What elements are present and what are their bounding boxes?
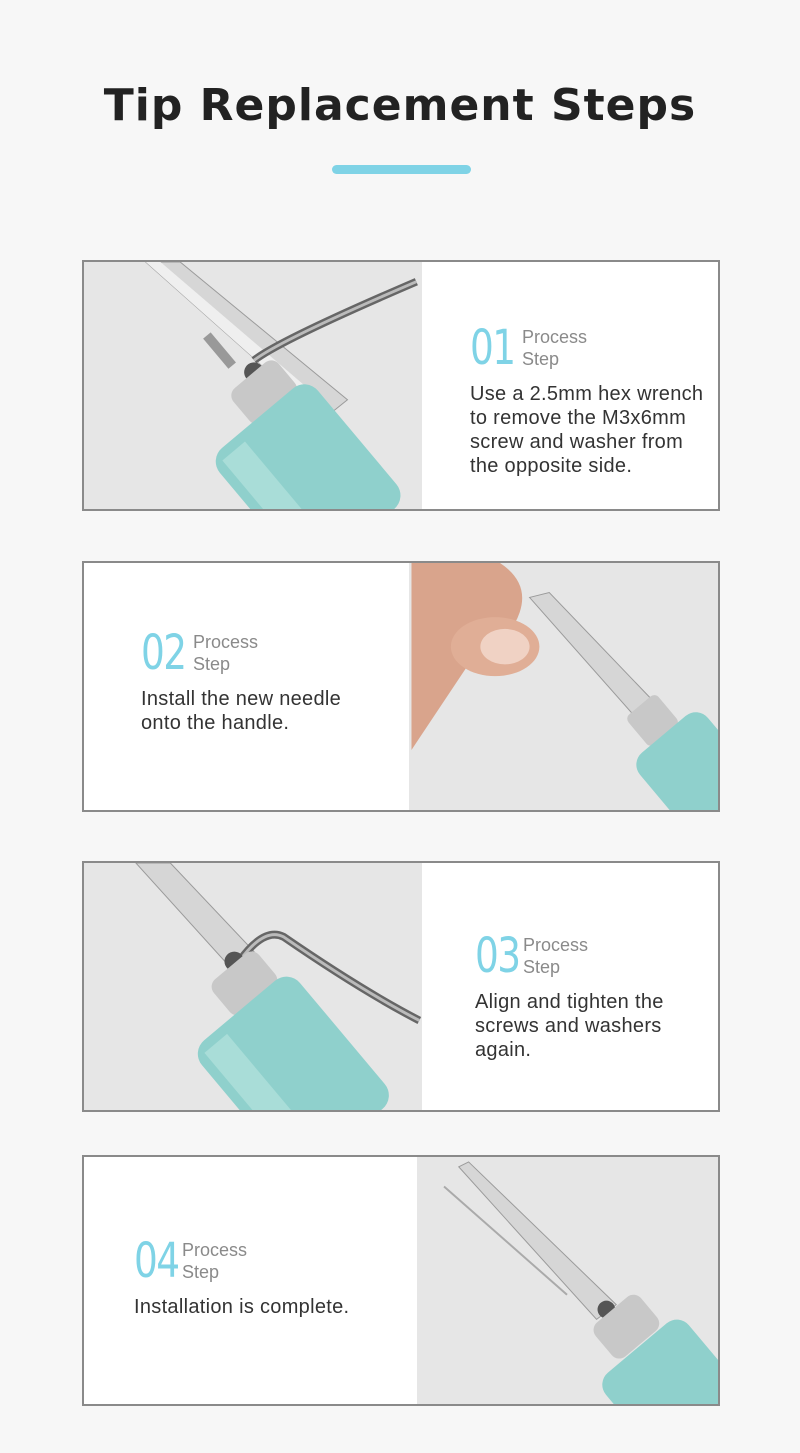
step-2-text <box>141 625 401 799</box>
step-number: 02 <box>141 625 186 681</box>
step-number: 01 <box>470 320 515 376</box>
step-label-line1: Process <box>182 1240 248 1260</box>
step-description: Align and tighten the screws and washers again. <box>475 991 664 1061</box>
step-label-line1: Process <box>522 327 588 347</box>
hex-wrench-removing-screw-photo <box>84 262 422 509</box>
step-description: Use a 2.5mm hex wrench to remove the M3x6mm screw and washer from the opposite side. <box>470 383 704 477</box>
step-4-text <box>134 1233 414 1357</box>
step-1-text <box>470 320 720 494</box>
step-card-1 <box>82 260 720 511</box>
step-card-2 <box>82 561 720 812</box>
step-label-line2: Step <box>193 654 231 674</box>
step-card-4 <box>82 1155 720 1406</box>
step-description: Installation is complete. <box>134 1296 350 1318</box>
step-label-line1: Process <box>523 935 589 955</box>
step-label-line2: Step <box>182 1262 220 1282</box>
step-number: 04 <box>134 1233 179 1289</box>
hex-wrench-tightening-screw-photo <box>84 863 422 1110</box>
hand-installing-needle-photo <box>409 563 720 810</box>
step-number: 03 <box>475 928 520 984</box>
step-label-line2: Step <box>523 957 561 977</box>
step-description: Install the new needle onto the handle. <box>141 688 342 734</box>
step-label-line2: Step <box>522 349 560 369</box>
title-underline <box>332 165 471 174</box>
step-3-text <box>475 928 720 1102</box>
step-label-line1: Process <box>193 632 259 652</box>
step-card-3 <box>82 861 720 1112</box>
page-title: Tip Replacement Steps <box>103 80 697 131</box>
assembled-tool-photo <box>417 1157 720 1404</box>
